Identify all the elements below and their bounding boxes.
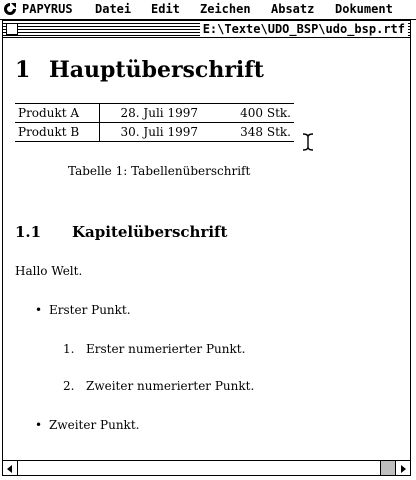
- menu-datei[interactable]: Datei: [95, 2, 132, 16]
- table-cell-date: 30. Juli 1997: [100, 123, 209, 142]
- menu-dokument[interactable]: Dokument: [335, 2, 393, 16]
- window-title: E:\Texte\UDO_BSP\udo_bsp.rtf: [200, 21, 408, 37]
- arrow-left-icon: [3, 462, 17, 476]
- product-table: [15, 103, 294, 142]
- heading-2: [15, 223, 227, 241]
- document-window: [2, 20, 411, 476]
- close-box-icon[interactable]: [6, 23, 18, 35]
- arrow-right-icon: [396, 462, 410, 476]
- papyrus-logo-icon[interactable]: [3, 2, 17, 16]
- table-cell-quantity: 400 Stk.: [208, 104, 294, 123]
- heading-2-text: Kapitelüberschrift: [72, 223, 228, 241]
- menu-absatz[interactable]: Absatz: [271, 2, 315, 16]
- table-row: [15, 104, 294, 123]
- bullet-item: Erster Punkt.: [49, 303, 131, 317]
- table-cell-quantity: 348 Stk.: [208, 123, 294, 142]
- bullet-item: Zweiter Punkt.: [49, 418, 140, 432]
- document-content[interactable]: [3, 38, 410, 460]
- numbered-item: Erster numerierter Punkt.: [86, 342, 246, 356]
- table-caption: Tabelle 1: Tabellenüberschrift: [68, 164, 251, 178]
- bullet-glyph: •: [35, 303, 43, 317]
- table-row: [15, 123, 294, 142]
- numbered-item: Zweiter numerierter Punkt.: [86, 379, 255, 393]
- menu-bar: [0, 0, 416, 20]
- menu-edit[interactable]: Edit: [151, 2, 180, 16]
- menu-zeichen[interactable]: Zeichen: [200, 2, 251, 16]
- table-cell-product: Produkt B: [15, 123, 100, 142]
- horizontal-scrollbar[interactable]: [3, 460, 410, 475]
- heading-1-text: Hauptüberschrift: [49, 57, 264, 83]
- heading-2-number: 1.1: [15, 223, 42, 241]
- bullet-glyph: •: [35, 418, 43, 432]
- text-cursor-icon: [301, 133, 315, 151]
- numbered-marker: 1.: [63, 342, 75, 356]
- table-cell-product: Produkt A: [15, 104, 100, 123]
- heading-1-number: 1: [15, 57, 31, 83]
- table-cell-date: 28. Juli 1997: [100, 104, 209, 123]
- paragraph-text: Hallo Welt.: [15, 264, 83, 278]
- heading-1: [15, 57, 264, 83]
- scroll-left-button[interactable]: [3, 461, 18, 475]
- menu-papyrus[interactable]: PAPYRUS: [22, 2, 73, 16]
- scroll-thumb[interactable]: [18, 461, 381, 475]
- window-title-bar[interactable]: [3, 21, 410, 38]
- scroll-right-button[interactable]: [395, 461, 410, 475]
- numbered-marker: 2.: [63, 379, 75, 393]
